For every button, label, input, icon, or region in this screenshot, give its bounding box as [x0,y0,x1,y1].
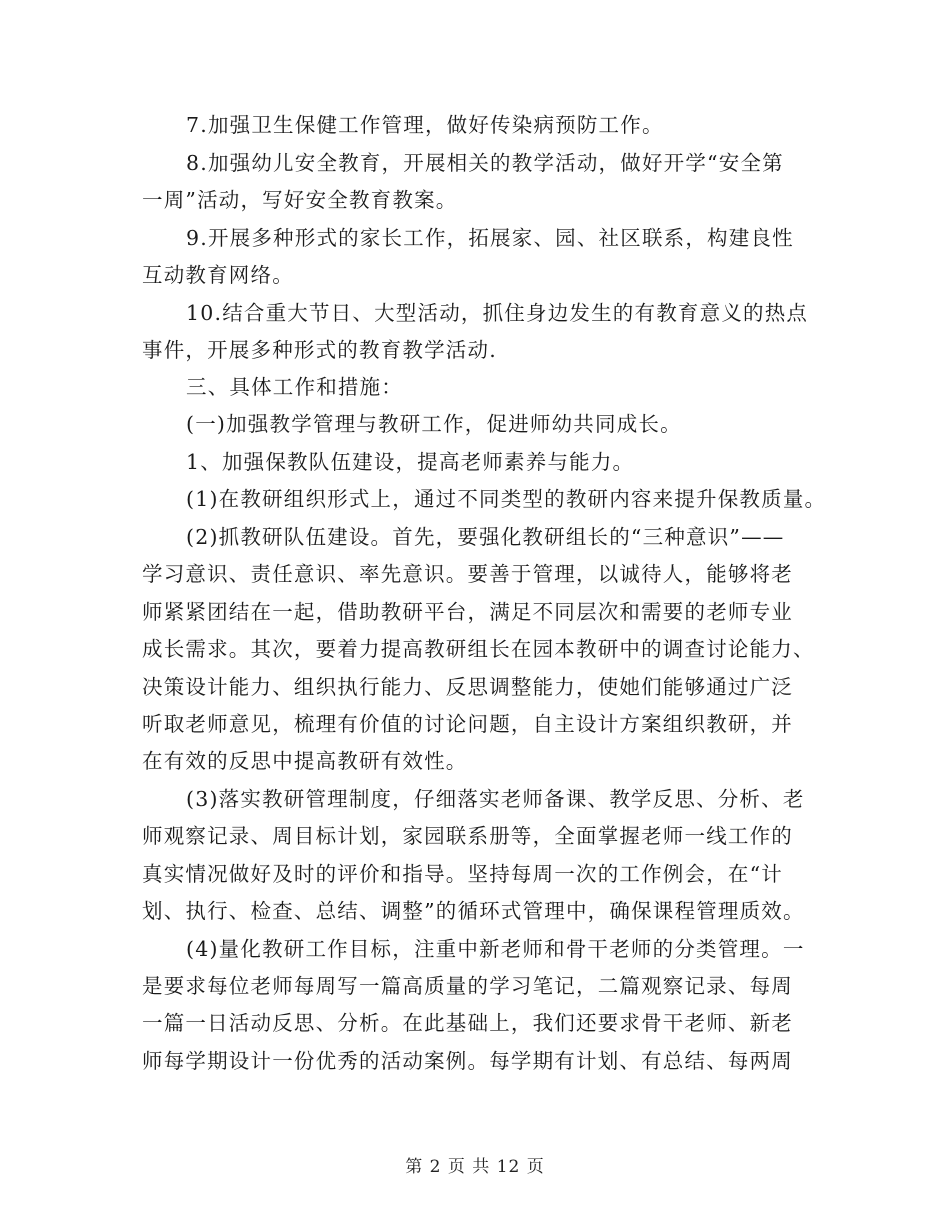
text-line: (1)在教研组织形式上，通过不同类型的教研内容来提升保教质量。 [186,487,827,511]
text-line: 9.开展多种形式的家长工作，拓展家、园、社区联系，构建良性 [186,226,794,250]
text-line: 一周”活动，写好安全教育教案。 [142,188,458,212]
text-line: 决策设计能力、组织执行能力、反思调整能力，使她们能够通过广泛 [142,675,793,699]
section-heading: 三、具体工作和措施： [186,375,403,399]
text-line: 7.加强卫生保健工作管理，做好传染病预防工作。 [186,113,664,137]
text-line: 听取老师意见，梳理有价值的讨论问题，自主设计方案组织教研，并 [142,712,793,736]
text-line: 一篇一日活动反思、分析。在此基础上，我们还要求骨干老师、新老 [142,1011,793,1035]
text-line: 互动教育网络。 [142,263,294,287]
text-line: 事件，开展多种形式的教育教学活动. [142,338,497,362]
text-line: 成长需求。其次，要着力提高教研组长在园本教研中的调查讨论能力、 [142,637,815,661]
text-line: 真实情况做好及时的评价和指导。坚持每周一次的工作例会，在“计 [142,862,783,886]
text-line: (3)落实教研管理制度，仔细落实老师备课、教学反思、分析、老 [186,787,805,811]
text-line: 8.加强幼儿安全教育，开展相关的教学活动，做好开学“安全第 [186,151,784,175]
item-heading: 1、加强保教队伍建设，提高老师素养与能力。 [186,450,635,474]
text-line: (2)抓教研队伍建设。首先，要强化教研组长的“三种意识”—— [186,525,785,549]
text-line: 在有效的反思中提高教研有效性。 [142,749,468,773]
text-line: 学习意识、责任意识、率先意识。要善于管理，以诚待人，能够将老 [142,562,793,586]
text-line: 师紧紧团结在一起，借助教研平台，满足不同层次和需要的老师专业 [142,600,793,624]
text-line: 是要求每位老师每周写一篇高质量的学习笔记，二篇观察记录、每周 [142,974,793,998]
text-line: (4)量化教研工作目标，注重中新老师和骨干老师的分类管理。一 [186,937,805,961]
page-footer: 第 2 页 共 12 页 [405,1157,545,1177]
subsection-heading: (一)加强教学管理与教研工作，促进师幼共同成长。 [186,412,682,436]
text-line: 师每学期设计一份优秀的活动案例。每学期有计划、有总结、每两周 [142,1049,793,1073]
text-line: 师观察记录、周目标计划，家园联系册等，全面掌握老师一线工作的 [142,824,793,848]
text-line: 划、执行、检查、总结、调整”的循环式管理中，确保课程管理质效。 [142,899,805,923]
text-line: 10.结合重大节日、大型活动，抓住身边发生的有教育意义的热点 [186,301,809,325]
